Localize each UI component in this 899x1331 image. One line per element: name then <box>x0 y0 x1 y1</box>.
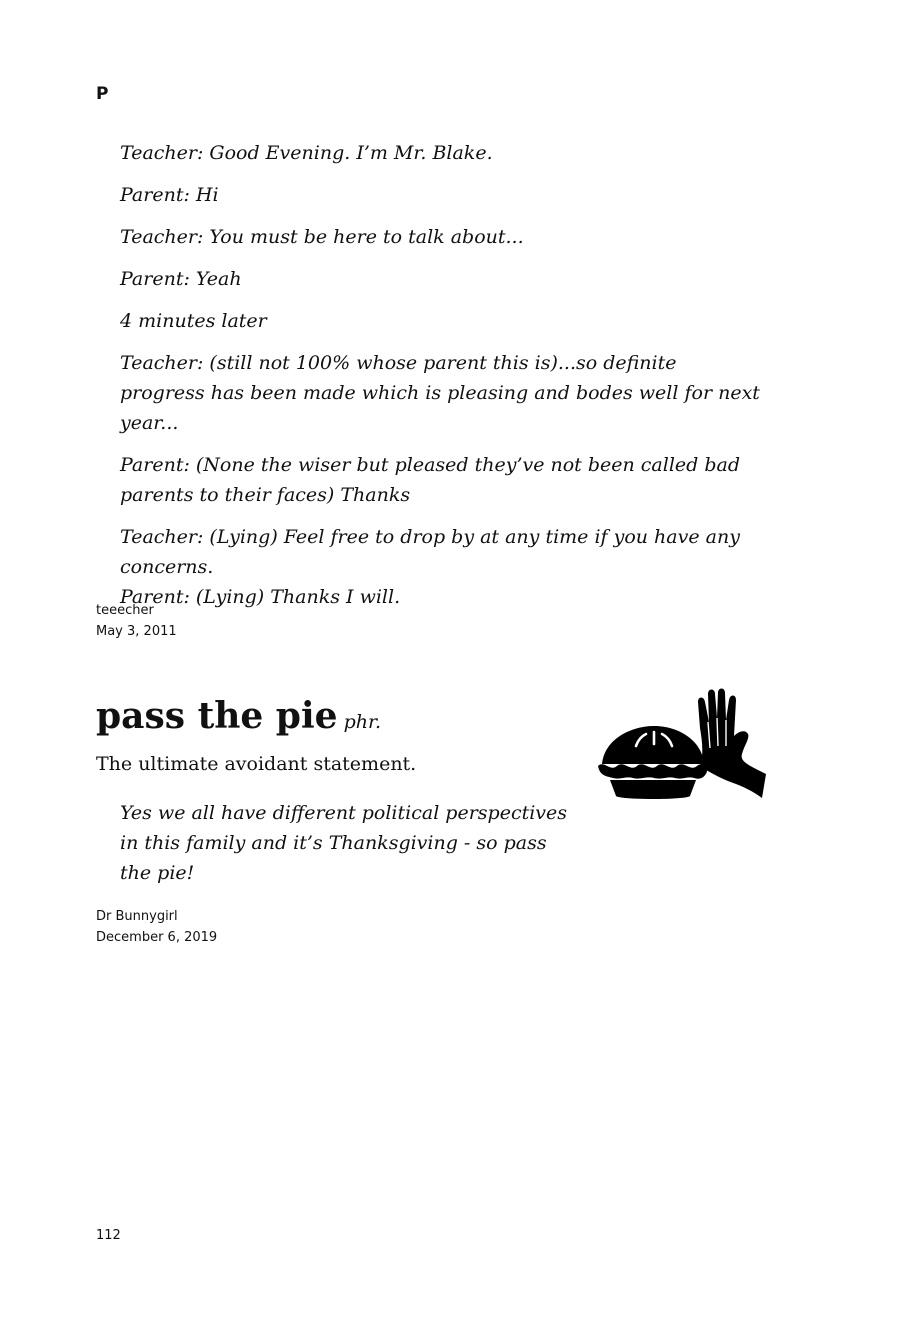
entry-example: Yes we all have different political perspectives in this family and it’s Thanksgiving - so pass the pie! <box>120 802 568 884</box>
example-line: Parent: Yeah <box>120 268 242 290</box>
entry-date: May 3, 2011 <box>96 624 177 639</box>
page-section-letter: P <box>96 84 109 104</box>
entry-definition: The ultimate avoidant statement. <box>96 753 417 775</box>
pie-and-raised-hand-icon <box>596 688 772 804</box>
entry-author: teeecher <box>96 603 154 618</box>
entry-author: Dr Bunnygirl <box>96 909 178 924</box>
pie-hand-illustration <box>596 688 772 804</box>
entry-headword: pass the pie <box>96 695 338 737</box>
part-of-speech: phr. <box>343 711 381 733</box>
example-line: Parent: Hi <box>120 184 219 206</box>
entry-attribution <box>96 600 177 642</box>
example-line: Teacher: You must be here to talk about... <box>120 226 524 248</box>
example-line: Parent: (None the wiser but pleased they’ve not been called bad parents to their faces) Thanks <box>120 454 740 506</box>
page-number: 112 <box>96 1228 121 1243</box>
entry-attribution <box>96 906 217 948</box>
example-line: 4 minutes later <box>120 310 267 332</box>
example-line: Teacher: Good Evening. I’m Mr. Blake. <box>120 142 493 164</box>
example-line: Teacher: (Lying) Feel free to drop by at any time if you have any concerns. <box>120 526 740 578</box>
entry-heading <box>96 690 381 742</box>
example-line: Parent: (Lying) Thanks I will. <box>120 586 401 608</box>
example-line: Teacher: (still not 100% whose parent this is)...so definite progress has been made which is pleasing and bodes well for next year... <box>120 352 760 434</box>
entry-example-dialogue <box>120 138 760 612</box>
entry-date: December 6, 2019 <box>96 930 218 945</box>
